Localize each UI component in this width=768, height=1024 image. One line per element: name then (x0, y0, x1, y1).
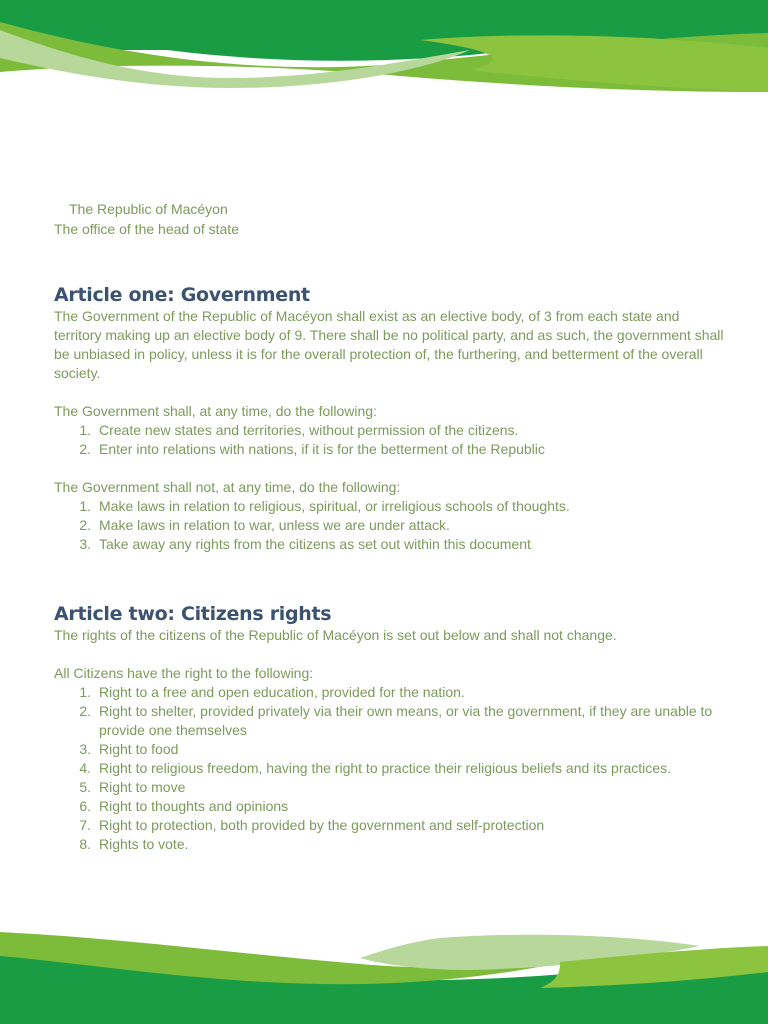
office-name: The office of the head of state (54, 221, 239, 237)
list-item: 1. Make laws in relation to religious, spiritual, or irreligious schools of thoughts. (79, 498, 570, 514)
list-item: 2. Enter into relations with nations, if it is for the betterment of the Republic (79, 441, 545, 457)
government-shall-list (54, 421, 724, 459)
article-one-intro: The Government of the Republic of Macéyon shall exist as an elective body, of 3 from each state and territory making up an elective body of 9. There shall be no political party, and as such, the government shall be unbiased in policy, unless it is for the overall protection of, the furthering, and betterment of the overall society. (54, 308, 724, 381)
government-shall-heading: The Government shall, at any time, do the following: (54, 403, 377, 419)
list-item: 2. Make laws in relation to war, unless we are under attack. (79, 517, 450, 533)
list-item: 3. Right to food (79, 741, 179, 757)
government-shall-not-heading: The Government shall not, at any time, do the following: (54, 479, 401, 495)
top-wave-banner (0, 0, 768, 100)
citizens-rights-list (54, 683, 724, 854)
list-item: 2. Right to shelter, provided privately via their own means, or via the government, if they are unable to provide one themselves (79, 703, 713, 738)
article-one-title: Article one: Government (54, 284, 310, 306)
list-item: 6. Right to thoughts and opinions (79, 798, 289, 814)
republic-name: The Republic of Macéyon (69, 201, 228, 217)
article-two-intro: The rights of the citizens of the Republic of Macéyon is set out below and shall not change. (54, 627, 617, 643)
article-two-title: Article two: Citizens rights (54, 603, 332, 625)
bottom-wave-banner (0, 924, 768, 1024)
document-body (54, 199, 724, 854)
list-item: 5. Right to move (79, 779, 186, 795)
list-item: 3. Take away any rights from the citizens as set out within this document (79, 536, 531, 552)
government-shall-not-list (54, 497, 724, 554)
citizens-rights-heading: All Citizens have the right to the following: (54, 665, 314, 681)
list-item: 7. Right to protection, both provided by the government and self-protection (79, 817, 545, 833)
list-item: 1. Create new states and territories, without permission of the citizens. (79, 422, 519, 438)
list-item: 1. Right to a free and open education, provided for the nation. (79, 684, 465, 700)
list-item: 8. Rights to vote. (79, 836, 189, 852)
list-item: 4. Right to religious freedom, having the right to practice their religious beliefs and its practices. (79, 760, 671, 776)
